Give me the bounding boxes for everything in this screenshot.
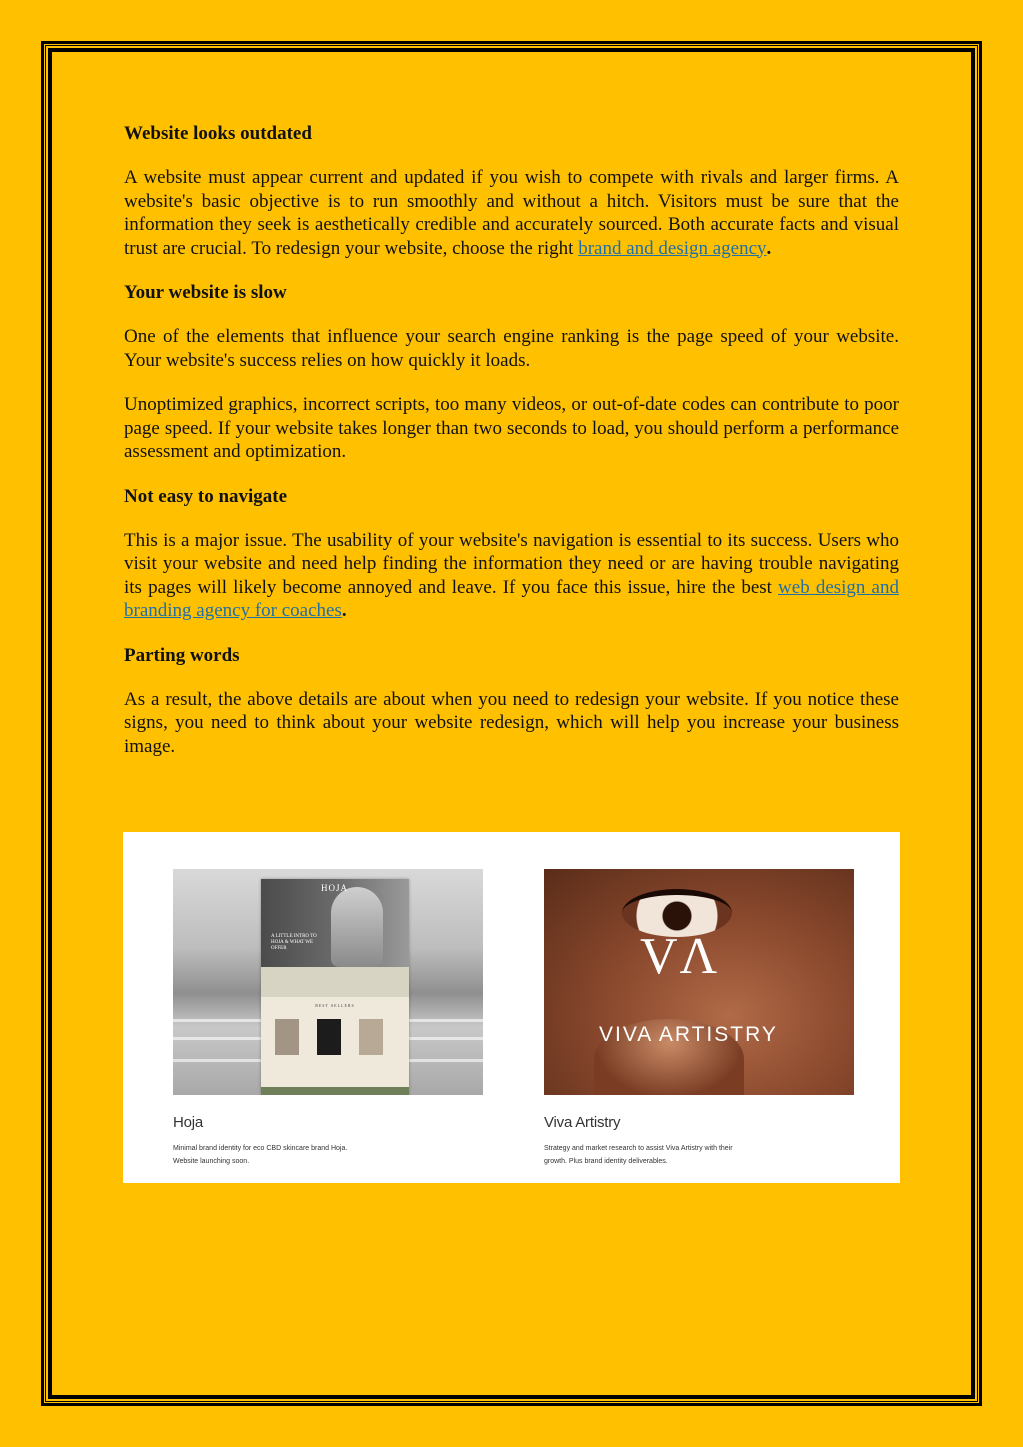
heading-outdated: Website looks outdated	[124, 123, 312, 144]
viva-artistry-description: Strategy and market research to assist Viva Artistry with their growth. Plus brand identity deliverables.	[544, 1145, 733, 1165]
hoja-website-mockup	[261, 879, 409, 1095]
portfolio-showcase-image	[123, 832, 900, 1183]
hoja-title: Hoja	[173, 1114, 204, 1131]
hoja-logo: HOJA	[321, 883, 349, 893]
article-content	[124, 122, 899, 779]
brand-design-agency-link[interactable]: brand and design agency	[578, 237, 767, 259]
viva-wordmark: VIVA ARTISTRY	[599, 1023, 778, 1046]
hoja-description: Minimal brand identity for eco CBD skincare brand Hoja. Website launching soon.	[173, 1145, 348, 1165]
paragraph-slow-1: One of the elements that influence your search engine ranking is the page speed of your website. Your website's success relies on how quickly it loads.	[124, 326, 899, 371]
heading-navigate: Not easy to navigate	[124, 485, 288, 507]
paragraph-slow-2: Unoptimized graphics, incorrect scripts, too many videos, or out-of-date codes can contribute to poor page speed. If your website takes longer than two seconds to load, you should perform a performance assessment and optimization.	[124, 394, 899, 462]
portfolio-card-hoja	[173, 869, 483, 1168]
paragraph-parting: As a result, the above details are about when you need to redesign your website. If you notice these signs, you need to think about your website redesign, which will help you increase your business image.	[124, 688, 899, 757]
hoja-thumbnail	[173, 869, 483, 1095]
viva-artistry-title: Viva Artistry	[544, 1114, 621, 1131]
viva-monogram: VΛ	[640, 928, 720, 985]
model-face-image	[331, 887, 383, 967]
viva-artistry-thumbnail	[544, 869, 854, 1095]
portfolio-card-viva-artistry	[544, 869, 854, 1168]
heading-parting: Parting words	[124, 644, 240, 666]
paragraph-outdated: A website must appear current and updated if you wish to compete with rivals and larger firms. A website's basic objective is to run smoothly and without a hitch. Visitors must be sure that the information they seek is aesthetically credible and accurately sourced. Both accurate facts and visual trust are crucial. To redesign your website, choose the right brand and design agency.	[124, 167, 899, 259]
bestsellers-label: BEST SELLERS	[315, 1003, 355, 1008]
web-design-branding-agency-link[interactable]: web design and branding agency for coaches	[124, 576, 899, 621]
heading-slow: Your website is slow	[124, 282, 287, 303]
paragraph-navigate: This is a major issue. The usability of your website's navigation is essential to its success. Users who visit your website and need help finding the information they need or are having trouble navigating its pages will likely become annoyed and leave. If you face this issue, hire the best web design and branding agency for coaches.	[124, 529, 899, 621]
hoja-tagline: A LITTLE INTRO TO HOJA & WHAT WE OFFER	[271, 934, 317, 951]
